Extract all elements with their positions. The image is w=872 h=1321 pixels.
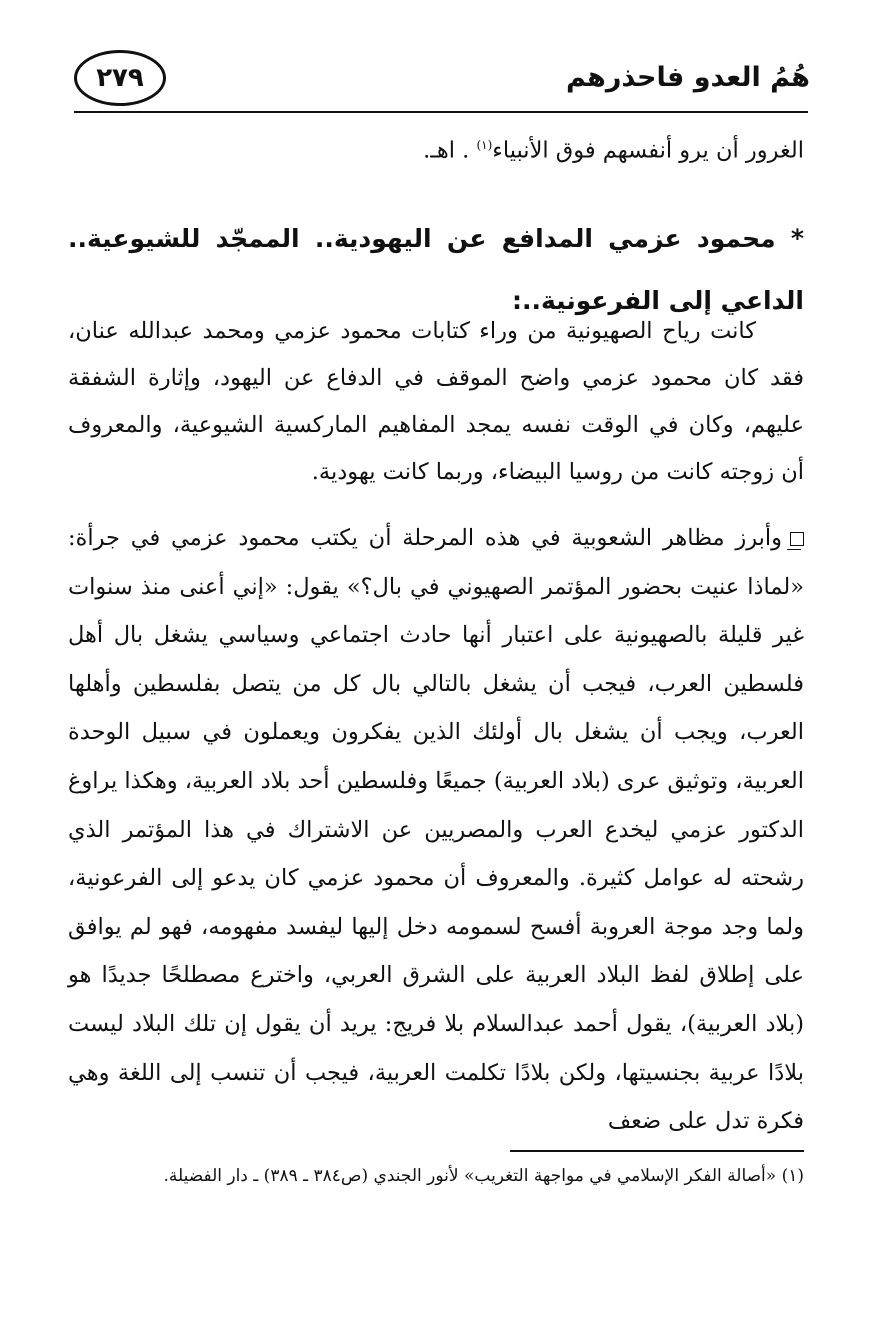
paragraph-2 [68,514,804,1146]
paragraph-bullet-icon [790,532,804,546]
paragraph-1: كانت رياح الصهيونية من وراء كتابات محمود عزمي ومحمد عبدالله عنان، فقد كان محمود عزمي واضح الموقف في الدفاع عن اليهود، وإثارة الشفقة عليهم، وكان في الوقت نفسه يمجد المفاهيم الماركسية الشيوعية، والمعروف أن زوجته كانت من روسيا البيضاء، وربما كانت يهودية. [68,318,804,485]
section-heading: * محمود عزمي المدافع عن اليهودية.. الممجّد للشيوعية.. الداعي إلى الفرعونية..: [68,224,804,315]
header-rule [74,111,808,113]
continuation-text: الغرور أن يرو أنفسهم فوق الأنبياء [492,137,804,164]
footnote-rule [510,1150,804,1152]
footnote-reference[interactable]: (١) [476,138,493,152]
running-head: هُمُ العدو فاحذرهم [565,62,810,93]
continuation-line [68,126,804,170]
continuation-end: . اهـ. [423,137,477,164]
page-number: ٢٧٩ [74,50,166,106]
footnote: (١) «أصالة الفكر الإسلامي في مواجهة التغريب» لأنور الجندي (ص٣٨٤ ـ ٣٨٩) ـ دار الفضيلة. [163,1166,804,1186]
paragraph-2-text: وأبرز مظاهر الشعوبية في هذه المرحلة أن يكتب محمود عزمي في جرأة: «لماذا عنيت بحضور المؤتمر الصهيوني في بال؟» يقول: «إني أعنى منذ سنوات غير قليلة بالصهيونية على اعتبار أنها حادث اجتماعي وسياسي يشغل بال أهل فلسطين العرب، فيجب أن يشغل بالتالي بال كل من يتصل بفلسطين وأهلها العرب، ويجب أن يشغل بال أولئك الذين يفكرون ويعملون في سبيل الوحدة العربية، وتوثيق عرى (بلاد العربية) جميعًا وفلسطين أحد بلاد العربية، وهكذا يراوغ الدكتور عزمي ليخدع العرب والمصريين عن الاشتراك في هذا المؤتمر الذي رشحته له عوامل كثيرة. والمعروف أن محمود عزمي كان يدعو إلى الفرعونية، ولما وجد موجة العروبة أفسح لسمومه دخل إليها ليفسد مفهومه، فهو لم يوافق على إطلاق لفظ البلاد العربية على الشرق العربي، واخترع مصطلحًا جديدًا هو (بلاد العربية)، يقول أحمد عبدالسلام بلا فريج: يريد أن يقول إن تلك البلاد ليست بلادًا عربية بجنسيتها، ولكن بلادًا تكلمت العربية، فيجب أن تنسب إلى اللغة وهي فكرة تدل على ضعف [68,525,804,1135]
